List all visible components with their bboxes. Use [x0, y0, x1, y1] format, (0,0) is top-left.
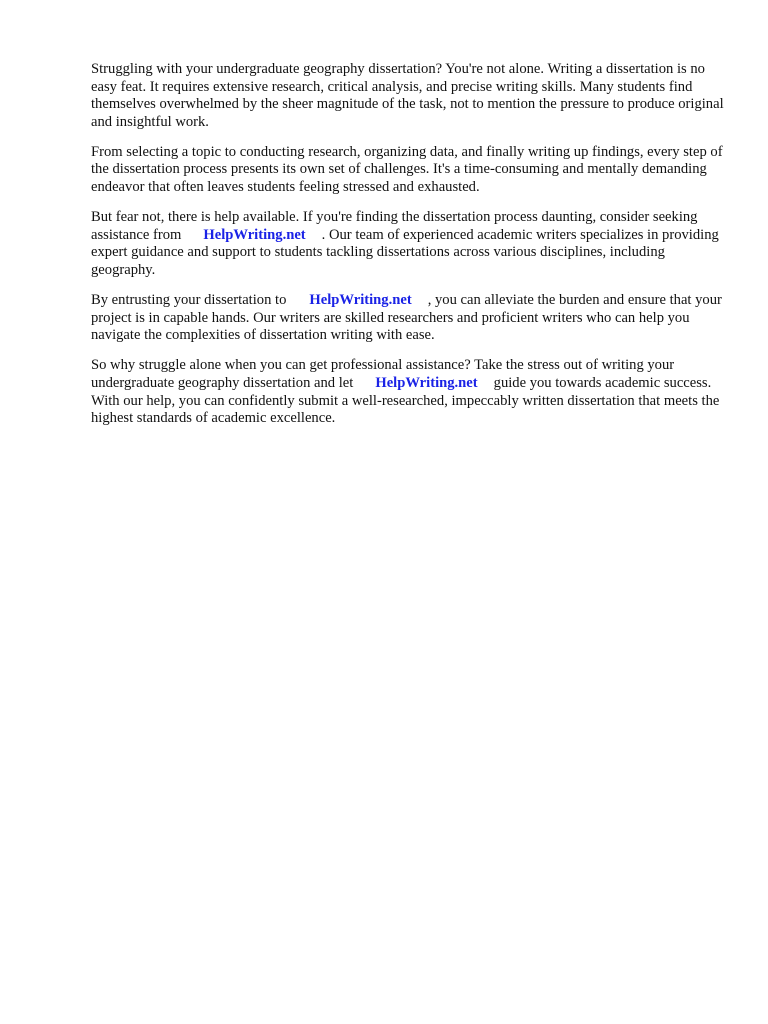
- paragraph-challenges: From selecting a topic to conducting research, organizing data, and finally writing up findings, every step of the dissertation process presents its own set of challenges. It's a time-consuming and mentally demanding endeavor that often leaves students feeling stressed and exhausted.: [91, 143, 723, 196]
- paragraph-entrusting: [91, 292, 727, 345]
- paragraph-text-before-link: By entrusting your dissertation to: [91, 292, 287, 309]
- paragraph-text-after-link: , you can alleviate the burden and ensure that your project is in capable hands. Our writers are skilled researchers and proficient writers who can help you navigate the complexities of dissertation writing with ease.: [91, 292, 722, 344]
- paragraph-text-after-link: guide you towards academic success. With our help, you can confidently submit a well-researched, impeccably written dissertation that meets the highest standards of academic excellence.: [91, 374, 720, 427]
- helpwriting-link[interactable]: HelpWriting.net: [375, 374, 478, 391]
- paragraph-text-after-link: . Our team of experienced academic writers specializes in providing expert guidance and support to students tackling dissertations across various disciplines, including geography.: [91, 226, 719, 278]
- helpwriting-link[interactable]: HelpWriting.net: [203, 226, 306, 243]
- document-body: [91, 61, 727, 440]
- paragraph-conclusion: [91, 357, 727, 427]
- paragraph-text-before-link: So why struggle alone when you can get professional assistance? Take the stress out of writing your undergraduate geography dissertation and let: [91, 357, 675, 391]
- paragraph-text-before-link: But fear not, there is help available. If you're finding the dissertation process daunting, consider seeking assistance from: [91, 209, 698, 243]
- helpwriting-link[interactable]: HelpWriting.net: [309, 292, 412, 309]
- paragraph-help-available: [91, 209, 727, 279]
- paragraph-intro: Struggling with your undergraduate geography dissertation? You're not alone. Writing a dissertation is no easy feat. It requires extensive research, critical analysis, and precise writing skills. Many students find themselves overwhelmed by the sheer magnitude of the task, not to mention the pressure to produce original and insightful work.: [91, 61, 724, 130]
